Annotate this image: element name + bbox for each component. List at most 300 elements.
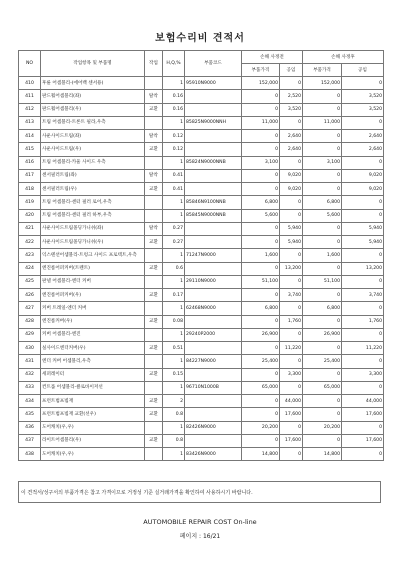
row-item: 트림 어셈블리-센터 필러 하부,우측 (41, 209, 145, 222)
row-parts-price-after: 5,600 (303, 209, 342, 222)
header-before-adjustment: 손해 사정전 (242, 51, 303, 64)
row-part-code (185, 289, 242, 302)
row-labor-before: 0 (280, 275, 303, 288)
row-no: 417 (19, 169, 41, 182)
header-parts-price-after: 부품가격 (303, 64, 342, 77)
row-qty: 0.16 (163, 90, 185, 103)
row-parts-price-before: 0 (242, 143, 280, 156)
row-parts-price-before: 0 (242, 103, 280, 116)
table-row (19, 103, 384, 116)
row-parts-price-before: 0 (242, 368, 280, 381)
table-row (19, 408, 384, 421)
table-row (19, 289, 384, 302)
row-item: 센서필러트림(좌) (41, 169, 145, 182)
row-part-code (185, 90, 242, 103)
row-parts-price-before: 6,800 (242, 302, 280, 315)
header-work: 작업 (145, 51, 163, 77)
row-no: 430 (19, 342, 41, 355)
row-parts-price-after: 20,200 (303, 421, 342, 434)
row-item: 엔더 커버 어셈블리,우측 (41, 355, 145, 368)
row-labor-before: 2,520 (280, 90, 303, 103)
table-row (19, 315, 384, 328)
row-no: 413 (19, 116, 41, 129)
row-labor-after: 3,520 (342, 103, 384, 116)
row-qty: 1 (163, 302, 185, 315)
row-work: 교환 (145, 289, 163, 302)
row-labor-after: 5,940 (342, 222, 384, 235)
row-item: 도어캐치(우,우) (41, 448, 145, 461)
row-labor-before: 0 (280, 249, 303, 262)
table-row (19, 275, 384, 288)
row-labor-after: 0 (342, 275, 384, 288)
row-item: 판넬 어셈블리-엔더 커버 (41, 275, 145, 288)
row-no: 434 (19, 395, 41, 408)
row-no: 412 (19, 103, 41, 116)
row-item: 트림 어셈블리-센터 필러 로어,우측 (41, 196, 145, 209)
row-work: 교환 (145, 315, 163, 328)
row-labor-before: 11,220 (280, 342, 303, 355)
row-parts-price-before: 6,800 (242, 196, 280, 209)
row-labor-after: 44,000 (342, 395, 384, 408)
row-work: 교환 (145, 342, 163, 355)
row-parts-price-after: 0 (303, 434, 342, 447)
row-qty: 1 (163, 116, 185, 129)
row-work (145, 77, 163, 90)
row-parts-price-before: 0 (242, 434, 280, 447)
row-qty: 0.41 (163, 169, 185, 182)
row-work: 교환 (145, 236, 163, 249)
row-qty: 1 (163, 448, 185, 461)
row-parts-price-before: 5,600 (242, 209, 280, 222)
row-part-code (185, 183, 242, 196)
table-row (19, 222, 384, 235)
row-part-code (185, 103, 242, 116)
row-parts-price-after: 0 (303, 368, 342, 381)
row-no: 437 (19, 434, 41, 447)
row-qty: 0.27 (163, 222, 185, 235)
header-code: 부품코드 (185, 51, 242, 77)
header-after-adjustment: 손해 사정후 (303, 51, 384, 64)
estimate-rows (19, 77, 384, 461)
row-labor-after: 0 (342, 249, 384, 262)
row-no: 420 (19, 209, 41, 222)
row-item: 컨트롤 어셈블리-클로바이저선 (41, 381, 145, 394)
header-labor-before: 공임 (280, 64, 303, 77)
row-parts-price-after: 0 (303, 342, 342, 355)
row-labor-after: 13,200 (342, 262, 384, 275)
row-item: 엔진룸어퍼커버(우) (41, 289, 145, 302)
price-notice: 이 견적서/성구서의 부품가격은 참고 가격이므로 거정성 기준 실거래가격을 확인하여 사용하시기 바랍니다. (18, 481, 381, 503)
row-work: 교환 (145, 103, 163, 116)
row-labor-after: 17,600 (342, 408, 384, 421)
row-labor-after: 0 (342, 196, 384, 209)
row-no: 427 (19, 302, 41, 315)
table-row (19, 302, 384, 315)
table-row (19, 236, 384, 249)
row-labor-before: 17,600 (280, 434, 303, 447)
row-part-code (185, 395, 242, 408)
row-parts-price-before: 0 (242, 222, 280, 235)
row-labor-after: 3,520 (342, 90, 384, 103)
row-item: 트림 어셈블리-트론트 필라,우측 (41, 116, 145, 129)
row-qty: 0.15 (163, 368, 185, 381)
row-item: 익스텐션어셈블리-트렁크 사이드 프로텍트,우측 (41, 249, 145, 262)
row-item: 세퍼레이터 (41, 368, 145, 381)
row-qty: 0.41 (163, 183, 185, 196)
row-labor-after: 2,640 (342, 130, 384, 143)
row-parts-price-before: 0 (242, 315, 280, 328)
row-no: 415 (19, 143, 41, 156)
row-no: 432 (19, 368, 41, 381)
row-labor-after: 2,640 (342, 143, 384, 156)
row-labor-before: 0 (280, 448, 303, 461)
row-part-code: 85846N9100NNB (185, 196, 242, 209)
estimate-table (18, 50, 384, 461)
document-title: 보험수리비 견적서 (155, 33, 245, 44)
table-row (19, 328, 384, 341)
table-row (19, 77, 384, 90)
row-qty: 1 (163, 421, 185, 434)
row-parts-price-after: 0 (303, 130, 342, 143)
row-parts-price-after: 0 (303, 103, 342, 116)
row-part-code (185, 143, 242, 156)
row-labor-before: 3,520 (280, 103, 303, 116)
row-qty: 0.17 (163, 289, 185, 302)
row-parts-price-before: 0 (242, 342, 280, 355)
row-part-code (185, 315, 242, 328)
row-part-code: 85845N9000NNB (185, 209, 242, 222)
row-parts-price-after: 14,800 (303, 448, 342, 461)
row-labor-after: 0 (342, 302, 384, 315)
row-item: 엔진룸어퍼커버(트렌트) (41, 262, 145, 275)
footer-brand: AUTOMOBILE REPAIR COST On-line (143, 518, 257, 526)
row-item: 사운사이드트림(좌) (41, 130, 145, 143)
table-row (19, 368, 384, 381)
row-item: 실사이드엔더커버(우) (41, 342, 145, 355)
row-item: 커버 어셈블리-엔진 (41, 328, 145, 341)
row-parts-price-before: 152,000 (242, 77, 280, 90)
row-qty: 0.8 (163, 434, 185, 447)
row-parts-price-after: 65,000 (303, 381, 342, 394)
row-labor-after: 9,020 (342, 183, 384, 196)
row-work: 교환 (145, 368, 163, 381)
row-qty: 0.6 (163, 262, 185, 275)
row-labor-before: 0 (280, 355, 303, 368)
row-qty: 0.27 (163, 236, 185, 249)
row-labor-after: 0 (342, 77, 384, 90)
row-part-code: 96710N1000B (185, 381, 242, 394)
row-work (145, 156, 163, 169)
row-item: 판드휠어셈블리(우) (41, 103, 145, 116)
row-work: 교환 (145, 143, 163, 156)
row-work: 교환 (145, 434, 163, 447)
row-labor-after: 3,300 (342, 368, 384, 381)
row-no: 416 (19, 156, 41, 169)
row-qty: 1 (163, 249, 185, 262)
row-parts-price-before: 14,800 (242, 448, 280, 461)
row-no: 423 (19, 249, 41, 262)
row-parts-price-before: 1,600 (242, 249, 280, 262)
row-work (145, 116, 163, 129)
row-labor-before: 0 (280, 421, 303, 434)
table-row (19, 262, 384, 275)
row-qty: 2 (163, 395, 185, 408)
row-parts-price-after: 3,100 (303, 156, 342, 169)
row-no: 421 (19, 222, 41, 235)
row-item: 트림 어셈블리-카울 사이드 우측 (41, 156, 145, 169)
row-labor-before: 13,200 (280, 262, 303, 275)
row-work (145, 448, 163, 461)
row-work (145, 328, 163, 341)
row-parts-price-after: 6,800 (303, 302, 342, 315)
row-qty: 1 (163, 275, 185, 288)
row-parts-price-after: 26,900 (303, 328, 342, 341)
row-item: 사운사이드트림(우) (41, 143, 145, 156)
row-parts-price-after: 51,100 (303, 275, 342, 288)
table-row (19, 448, 384, 461)
row-item: 커버 트레일-엔더 커버 (41, 302, 145, 315)
row-labor-before: 3,740 (280, 289, 303, 302)
row-parts-price-before: 3,100 (242, 156, 280, 169)
row-no: 410 (19, 77, 41, 90)
row-part-code: 84227N9000 (185, 355, 242, 368)
row-qty: 1 (163, 156, 185, 169)
row-no: 419 (19, 196, 41, 209)
row-labor-before: 5,940 (280, 236, 303, 249)
row-parts-price-after: 0 (303, 236, 342, 249)
row-part-code (185, 169, 242, 182)
table-row (19, 421, 384, 434)
table-row (19, 169, 384, 182)
row-parts-price-after: 0 (303, 143, 342, 156)
row-labor-before: 0 (280, 156, 303, 169)
table-row (19, 116, 384, 129)
row-parts-price-before: 0 (242, 262, 280, 275)
table-row (19, 196, 384, 209)
row-work (145, 381, 163, 394)
row-labor-before: 0 (280, 209, 303, 222)
row-parts-price-before: 65,000 (242, 381, 280, 394)
row-item: 프런트범프빔재 교환(선우) (41, 408, 145, 421)
row-no: 425 (19, 275, 41, 288)
row-parts-price-after: 0 (303, 222, 342, 235)
table-row (19, 434, 384, 447)
row-work: 탈착 (145, 222, 163, 235)
row-work: 교환 (145, 395, 163, 408)
row-part-code (185, 408, 242, 421)
row-parts-price-after: 6,800 (303, 196, 342, 209)
row-work: 교환 (145, 183, 163, 196)
row-labor-before: 17,600 (280, 408, 303, 421)
row-labor-before: 0 (280, 77, 303, 90)
row-labor-after: 0 (342, 355, 384, 368)
row-qty: 0.16 (163, 103, 185, 116)
row-work (145, 421, 163, 434)
row-parts-price-after: 0 (303, 90, 342, 103)
row-qty: 1 (163, 209, 185, 222)
row-parts-price-after: 0 (303, 262, 342, 275)
row-no: 422 (19, 236, 41, 249)
row-qty: 1 (163, 328, 185, 341)
row-labor-before: 9,020 (280, 183, 303, 196)
row-labor-after: 0 (342, 116, 384, 129)
row-no: 435 (19, 408, 41, 421)
row-parts-price-before: 26,900 (242, 328, 280, 341)
row-qty: 0.08 (163, 315, 185, 328)
row-no: 438 (19, 448, 41, 461)
row-qty: 0.12 (163, 143, 185, 156)
row-parts-price-before: 25,400 (242, 355, 280, 368)
row-no: 424 (19, 262, 41, 275)
table-row (19, 249, 384, 262)
row-no: 429 (19, 328, 41, 341)
row-part-code: 83426N9000 (185, 448, 242, 461)
row-labor-before: 1,760 (280, 315, 303, 328)
row-item: 후륜 어셈블리-(에어백 센서용) (41, 77, 145, 90)
row-parts-price-after: 0 (303, 408, 342, 421)
row-labor-after: 9,020 (342, 169, 384, 182)
table-row (19, 395, 384, 408)
header-parts-price-before: 부품가격 (242, 64, 280, 77)
row-labor-after: 0 (342, 328, 384, 341)
row-no: 426 (19, 289, 41, 302)
row-part-code (185, 368, 242, 381)
row-parts-price-before: 51,100 (242, 275, 280, 288)
table-row (19, 342, 384, 355)
row-labor-after: 11,220 (342, 342, 384, 355)
row-parts-price-before: 0 (242, 408, 280, 421)
row-work (145, 249, 163, 262)
row-qty: 1 (163, 196, 185, 209)
row-qty: 0.8 (163, 408, 185, 421)
row-part-code: 85824N9000NNB (185, 156, 242, 169)
row-no: 428 (19, 315, 41, 328)
row-part-code (185, 262, 242, 275)
row-no: 418 (19, 183, 41, 196)
row-labor-before: 2,640 (280, 130, 303, 143)
row-item: 센서필러트림(우) (41, 183, 145, 196)
table-row (19, 143, 384, 156)
table-row (19, 183, 384, 196)
row-parts-price-after: 0 (303, 315, 342, 328)
row-labor-before: 0 (280, 196, 303, 209)
table-row (19, 130, 384, 143)
row-parts-price-before: 0 (242, 169, 280, 182)
header-item: 작업항목 및 부품명 (41, 51, 145, 77)
header-labor-after: 공임 (342, 64, 384, 77)
row-labor-before: 9,020 (280, 169, 303, 182)
row-labor-before: 2,640 (280, 143, 303, 156)
table-row (19, 156, 384, 169)
row-parts-price-after: 25,400 (303, 355, 342, 368)
row-labor-after: 0 (342, 209, 384, 222)
row-part-code: 85825N9000NNH (185, 116, 242, 129)
table-row (19, 381, 384, 394)
row-parts-price-after: 0 (303, 169, 342, 182)
row-labor-after: 0 (342, 421, 384, 434)
row-parts-price-before: 0 (242, 395, 280, 408)
row-parts-price-before: 0 (242, 289, 280, 302)
row-item: 엔진룸커버(우) (41, 315, 145, 328)
row-part-code: 29110N9000 (185, 275, 242, 288)
row-work (145, 302, 163, 315)
row-parts-price-after: 1,600 (303, 249, 342, 262)
table-row (19, 209, 384, 222)
row-part-code: 82426N9000 (185, 421, 242, 434)
row-labor-before: 44,000 (280, 395, 303, 408)
row-labor-before: 3,300 (280, 368, 303, 381)
header-qty: H,Q,% (163, 51, 185, 77)
row-parts-price-before: 0 (242, 236, 280, 249)
row-no: 433 (19, 381, 41, 394)
row-item: 사운사이드트림몰딩가니쉬(좌) (41, 222, 145, 235)
row-part-code: 71247N9000 (185, 249, 242, 262)
row-work: 교환 (145, 408, 163, 421)
table-row (19, 355, 384, 368)
row-work (145, 275, 163, 288)
row-labor-before: 0 (280, 302, 303, 315)
row-part-code (185, 434, 242, 447)
row-parts-price-after: 0 (303, 183, 342, 196)
row-labor-after: 3,740 (342, 289, 384, 302)
page-number: 페이지 : 16/21 (179, 533, 221, 540)
row-item: 판드휠어셈블리(좌) (41, 90, 145, 103)
row-part-code (185, 342, 242, 355)
row-no: 414 (19, 130, 41, 143)
row-part-code (185, 236, 242, 249)
row-parts-price-before: 11,000 (242, 116, 280, 129)
row-parts-price-before: 20,200 (242, 421, 280, 434)
row-part-code (185, 222, 242, 235)
row-item: 프런트범프빔재 (41, 395, 145, 408)
table-row (19, 90, 384, 103)
row-qty: 0.51 (163, 342, 185, 355)
row-labor-after: 5,940 (342, 236, 384, 249)
row-parts-price-before: 0 (242, 130, 280, 143)
row-labor-before: 0 (280, 328, 303, 341)
row-labor-before: 0 (280, 381, 303, 394)
row-item: 사운사이드트림몰딩가니쉬(우) (41, 236, 145, 249)
row-parts-price-after: 152,000 (303, 77, 342, 90)
row-labor-after: 17,600 (342, 434, 384, 447)
row-labor-after: 0 (342, 448, 384, 461)
header-no: NO (19, 51, 41, 77)
row-no: 411 (19, 90, 41, 103)
row-labor-after: 1,760 (342, 315, 384, 328)
row-parts-price-before: 0 (242, 90, 280, 103)
row-parts-price-after: 11,000 (303, 116, 342, 129)
row-qty: 0.12 (163, 130, 185, 143)
row-parts-price-after: 0 (303, 289, 342, 302)
row-no: 436 (19, 421, 41, 434)
row-part-code: 29240P2000 (185, 328, 242, 341)
row-work (145, 196, 163, 209)
row-labor-before: 0 (280, 116, 303, 129)
row-part-code: 62468N9000 (185, 302, 242, 315)
row-labor-after: 0 (342, 381, 384, 394)
row-work (145, 355, 163, 368)
row-qty: 1 (163, 381, 185, 394)
row-work: 탈착 (145, 90, 163, 103)
row-labor-before: 5,940 (280, 222, 303, 235)
row-qty: 1 (163, 77, 185, 90)
row-part-code: 95910N9000 (185, 77, 242, 90)
row-no: 431 (19, 355, 41, 368)
row-labor-after: 0 (342, 156, 384, 169)
row-qty: 1 (163, 355, 185, 368)
row-part-code (185, 130, 242, 143)
row-parts-price-after: 0 (303, 395, 342, 408)
